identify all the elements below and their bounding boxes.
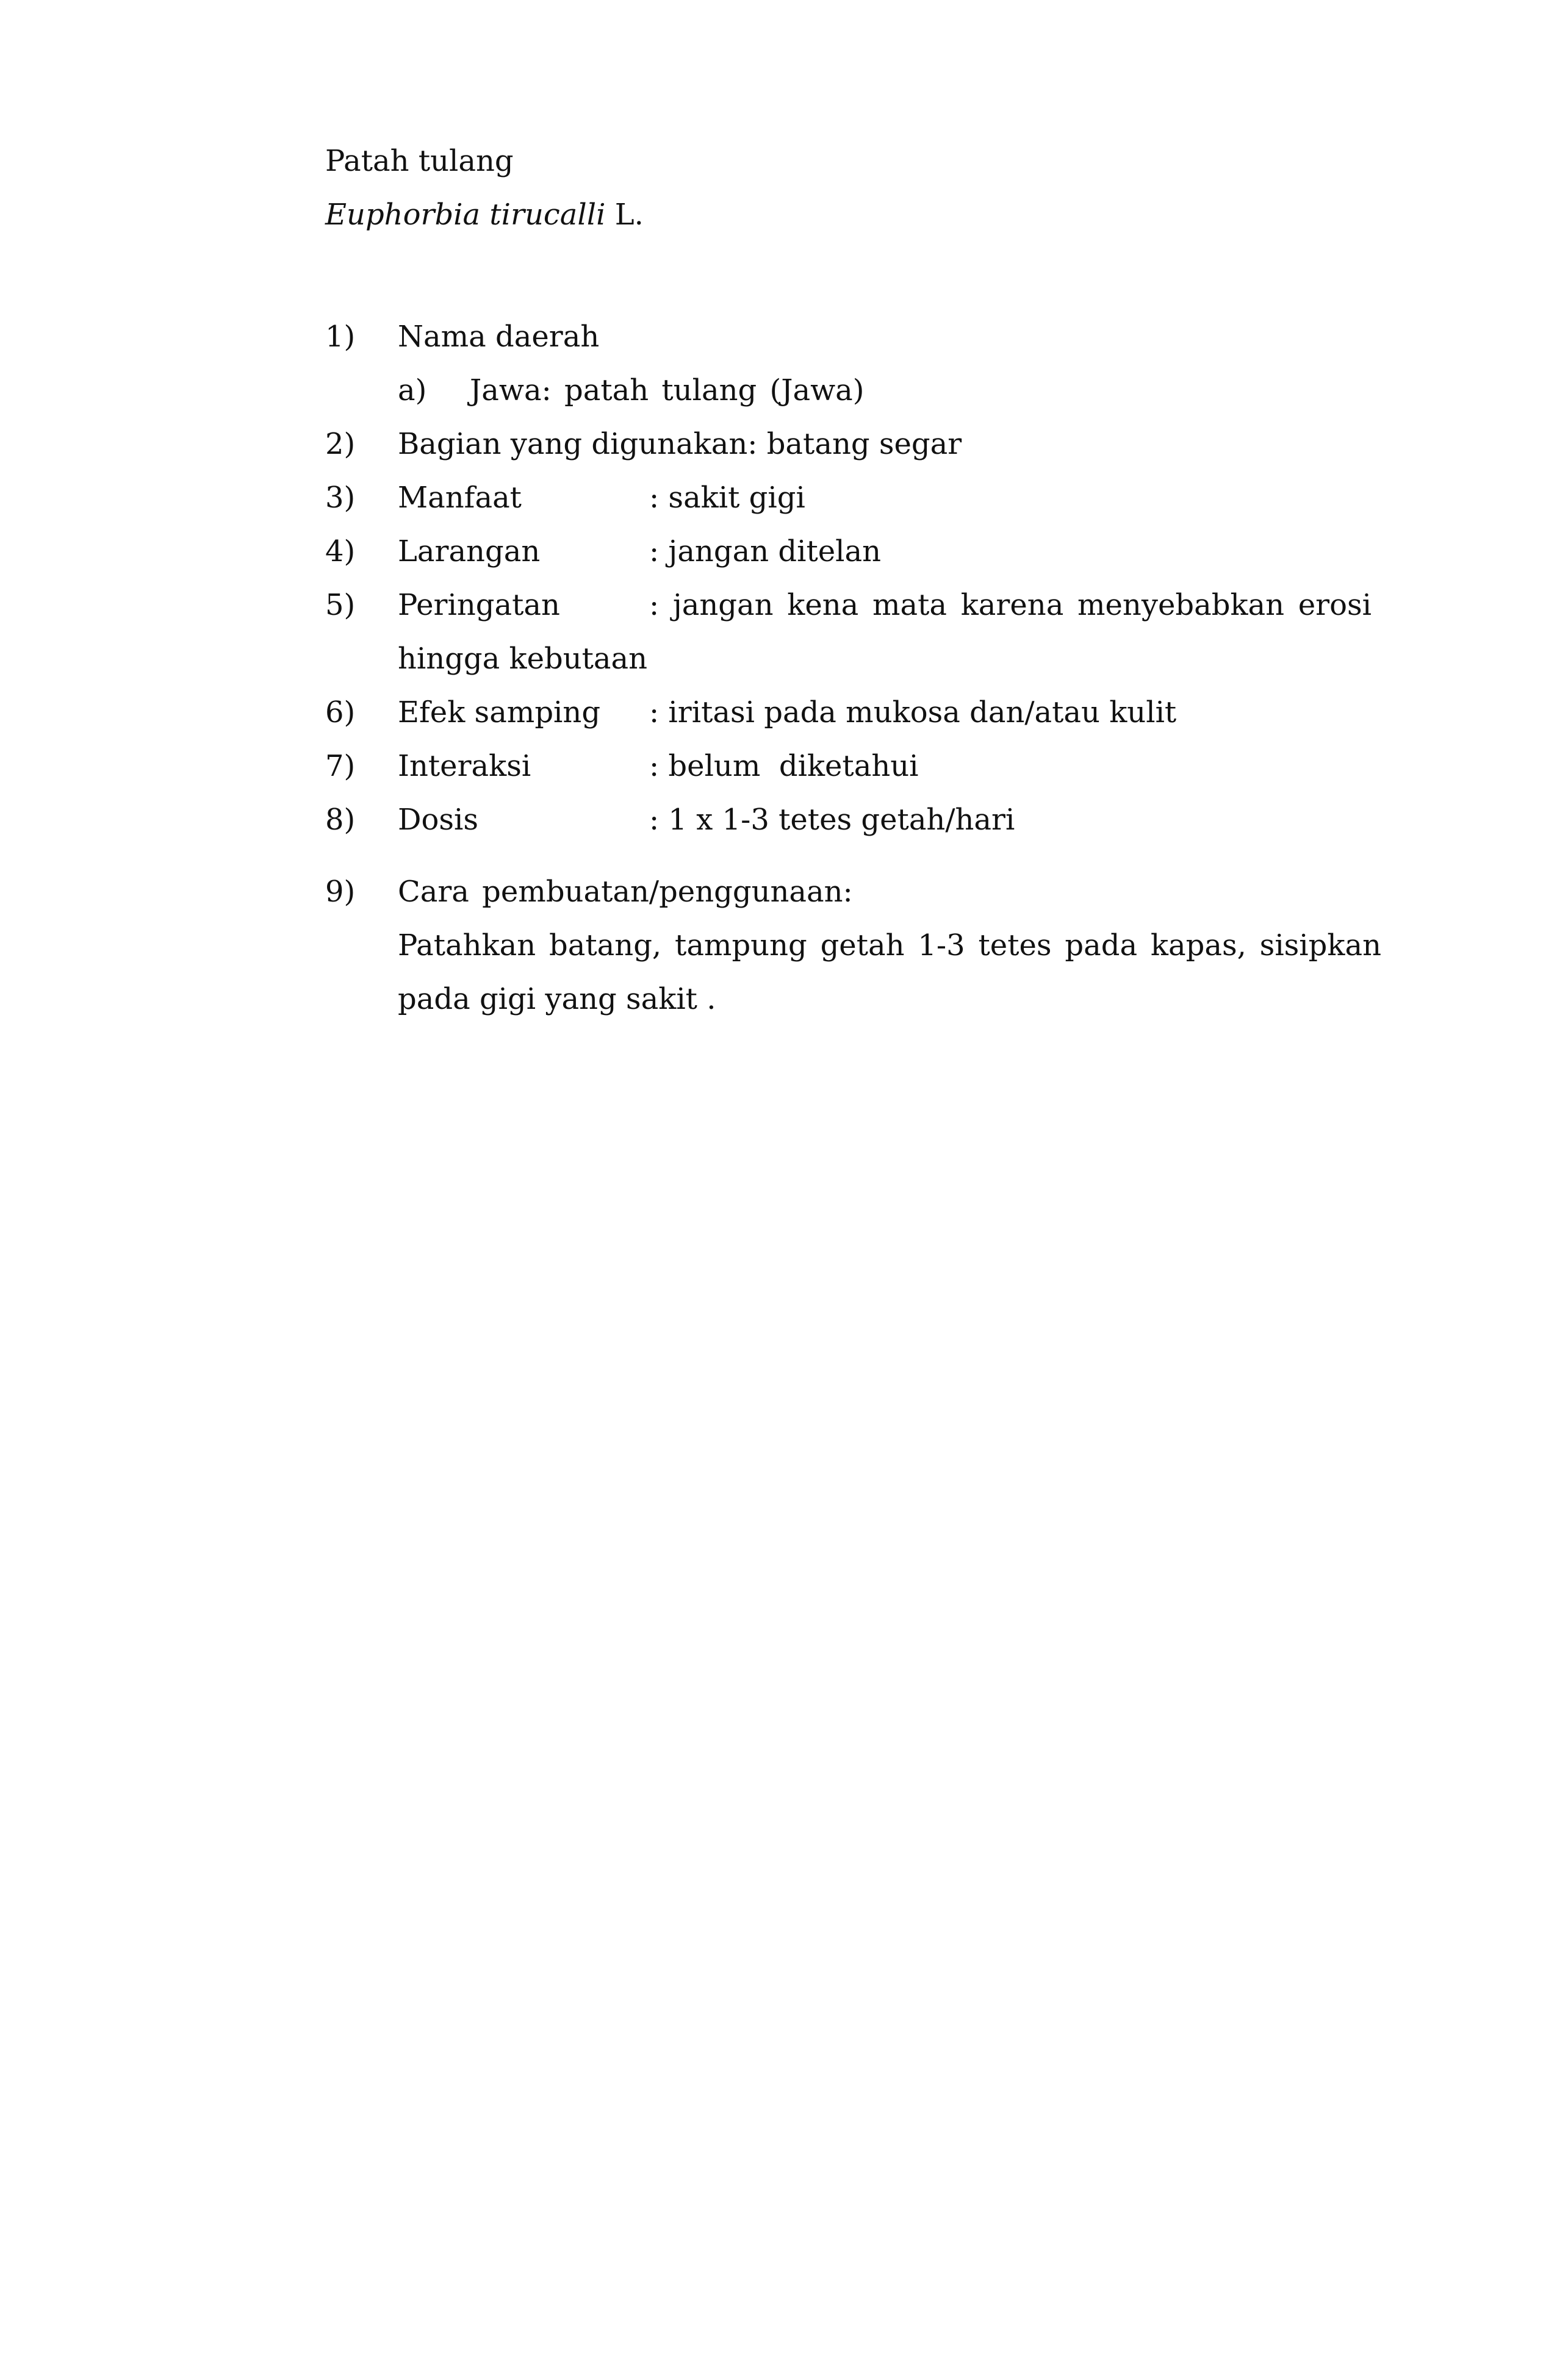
item-label: Cara pembuatan/penggunaan: (398, 875, 853, 909)
item-label: Dosis (398, 803, 478, 837)
item-number: 2) (325, 427, 356, 461)
item-number: 5) (325, 588, 356, 622)
item-label: Peringatan (398, 588, 560, 622)
item-value: : sakit gigi (649, 481, 805, 515)
item-label: Manfaat (398, 481, 522, 515)
list-item-5-continuation (398, 642, 648, 676)
sub-item-text: Jawa: patah tulang (Jawa) (470, 373, 865, 407)
instruction-paragraph-line-1 (398, 928, 1381, 962)
item-value: : 1 x 1-3 tetes getah/hari (649, 803, 1015, 837)
item-number: 4) (325, 534, 356, 568)
item-value: : jangan kena mata karena menyebabkan erosi (649, 588, 1372, 622)
item-label: Nama daerah (398, 320, 600, 354)
item-continuation: hingga kebutaan (398, 642, 648, 676)
scientific-name-author: L. (614, 198, 644, 232)
instruction-paragraph-line-2 (398, 984, 716, 1014)
item-label: Interaksi (398, 749, 531, 783)
item-value: : belum diketahui (649, 749, 919, 783)
item-number: 8) (325, 803, 356, 837)
common-name-heading (325, 146, 514, 176)
item-number: 1) (325, 320, 356, 354)
item-label: Larangan (398, 534, 541, 568)
scientific-name-italic: Euphorbia tirucalli (325, 198, 606, 232)
item-number: 3) (325, 481, 356, 515)
item-label: Bagian yang digunakan: batang segar (398, 427, 962, 461)
item-number: 9) (325, 875, 356, 909)
item-value: : jangan ditelan (649, 534, 882, 568)
item-label: Efek samping (398, 695, 601, 729)
item-number: 6) (325, 695, 356, 729)
instruction-text: Patahkan batang, tampung getah 1-3 tetes pada kapas, sisipkan (398, 928, 1381, 962)
instruction-text: pada gigi yang sakit . (398, 982, 716, 1016)
common-name: Patah tulang (325, 144, 514, 178)
sub-item-letter: a) (398, 373, 427, 407)
item-number: 7) (325, 749, 356, 783)
item-value: : iritasi pada mukosa dan/atau kulit (649, 695, 1177, 729)
scientific-name-heading (325, 198, 644, 232)
